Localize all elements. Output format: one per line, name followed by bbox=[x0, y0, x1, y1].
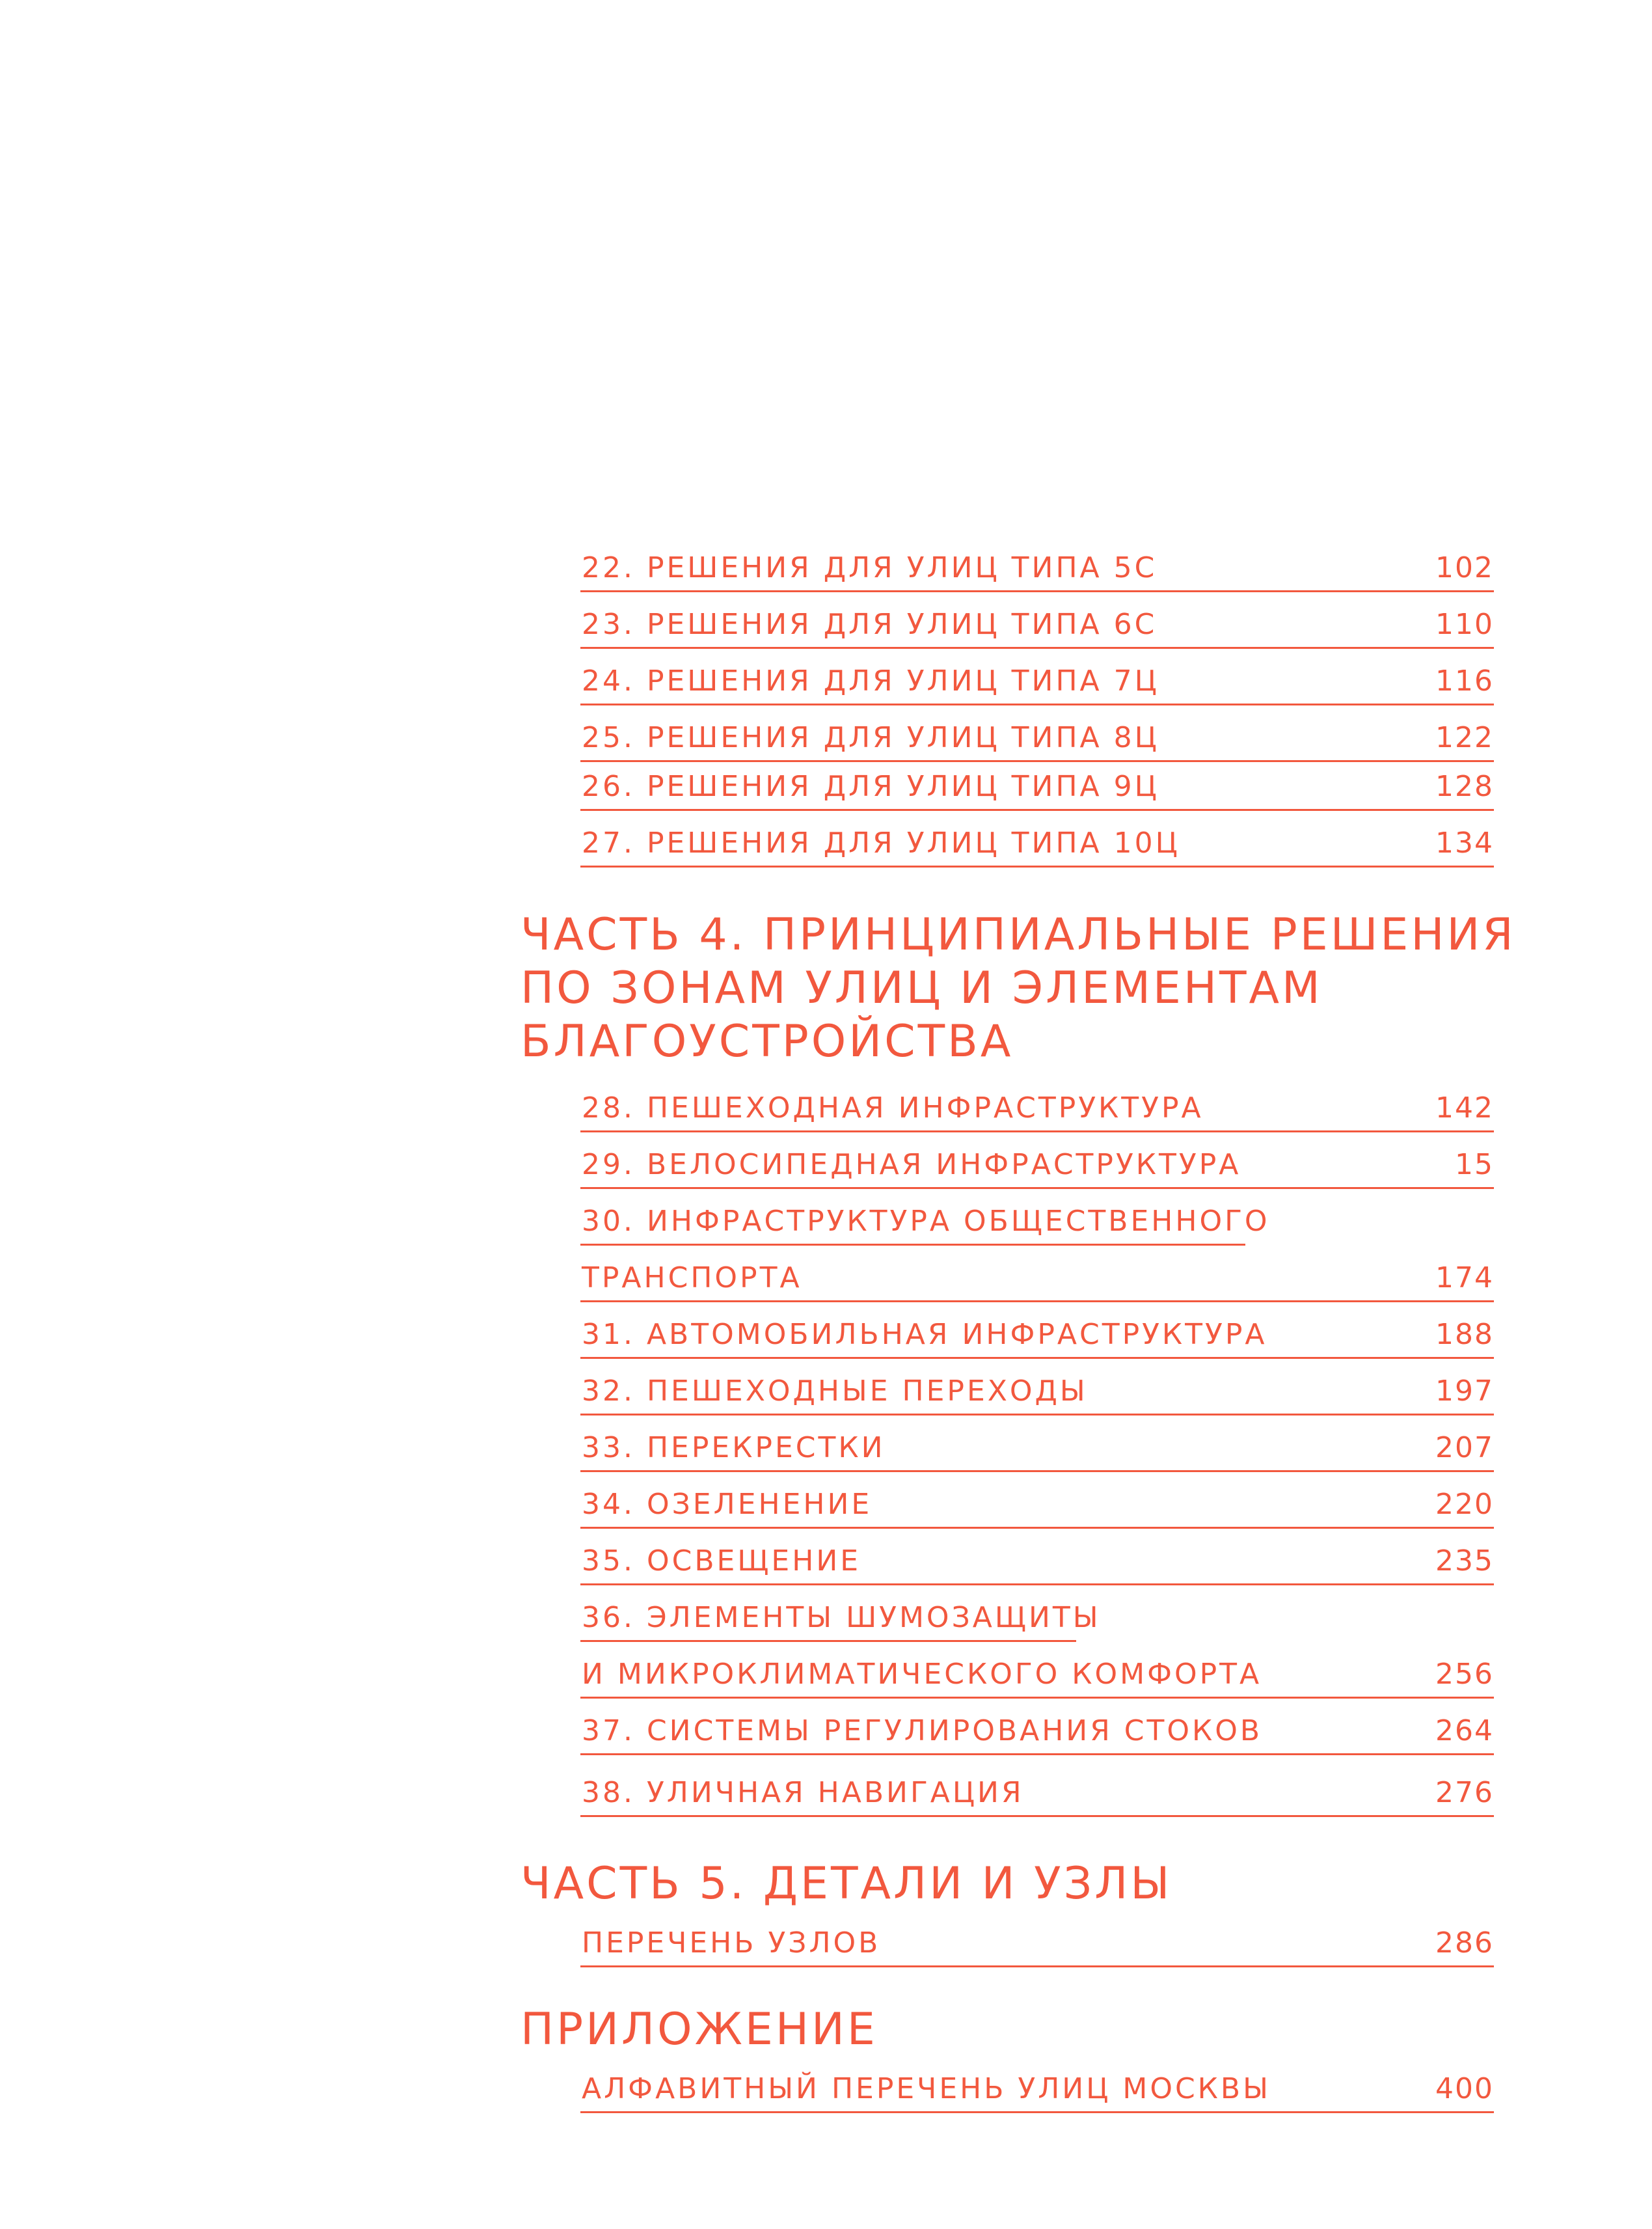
toc-entry[interactable] bbox=[580, 1473, 1494, 1529]
toc-entry-label: 38. УЛИЧНАЯ НАВИГАЦИЯ bbox=[582, 1776, 1024, 1809]
toc-entry[interactable] bbox=[580, 1360, 1494, 1415]
toc-entry-page: 235 bbox=[1435, 1544, 1494, 1578]
toc-entry[interactable] bbox=[580, 1303, 1494, 1359]
appendix-heading: ПРИЛОЖЕНИЕ bbox=[521, 2004, 878, 2055]
toc-entry[interactable] bbox=[580, 1761, 1494, 1817]
toc-entry[interactable] bbox=[580, 2057, 1494, 2113]
toc-entry[interactable] bbox=[580, 706, 1494, 762]
toc-entry[interactable] bbox=[580, 1076, 1494, 1132]
toc-entry-page: 400 bbox=[1435, 2072, 1494, 2105]
part4-heading-line: ПО ЗОНАМ УЛИЦ И ЭЛЕМЕНТАМ bbox=[521, 963, 1323, 1014]
part4-heading-line: БЛАГОУСТРОЙСТВА bbox=[521, 1016, 1014, 1067]
toc-entry-line1[interactable] bbox=[580, 1586, 1101, 1642]
toc-entry-label: И МИКРОКЛИМАТИЧЕСКОГО КОМФОРТА bbox=[582, 1658, 1262, 1691]
toc-entry-label: 27. РЕШЕНИЯ ДЛЯ УЛИЦ ТИПА 10Ц bbox=[582, 827, 1180, 860]
toc-entry[interactable] bbox=[580, 536, 1494, 592]
toc-entry-page: 110 bbox=[1435, 608, 1494, 641]
toc-entry-line1[interactable] bbox=[580, 1190, 1270, 1246]
toc-entry[interactable] bbox=[580, 650, 1494, 705]
toc-entry-page: 174 bbox=[1435, 1261, 1494, 1294]
toc-entry-label: 34. ОЗЕЛЕНЕНИЕ bbox=[582, 1488, 873, 1521]
toc-entry-page: 276 bbox=[1435, 1776, 1494, 1809]
toc-entry-label: 31. АВТОМОБИЛЬНАЯ ИНФРАСТРУКТУРА bbox=[582, 1318, 1267, 1351]
part4-heading-line: ЧАСТЬ 4. ПРИНЦИПИАЛЬНЫЕ РЕШЕНИЯ bbox=[521, 909, 1516, 961]
toc-entry[interactable] bbox=[580, 1133, 1494, 1189]
toc-entry[interactable] bbox=[580, 593, 1494, 649]
toc-entry-page: 128 bbox=[1435, 770, 1494, 803]
toc-entry[interactable] bbox=[580, 1529, 1494, 1585]
toc-entry-label: ПЕРЕЧЕНЬ УЗЛОВ bbox=[582, 1926, 881, 1960]
toc-entry[interactable] bbox=[580, 812, 1494, 868]
toc-entry[interactable] bbox=[580, 1246, 1494, 1302]
toc-entry-page: 197 bbox=[1435, 1374, 1494, 1408]
toc-entry[interactable] bbox=[580, 1699, 1494, 1755]
toc-entry-page: 286 bbox=[1435, 1926, 1494, 1960]
toc-entry-page: 256 bbox=[1435, 1658, 1494, 1691]
toc-entry-page: 122 bbox=[1435, 721, 1494, 754]
toc-entry-label: 26. РЕШЕНИЯ ДЛЯ УЛИЦ ТИПА 9Ц bbox=[582, 770, 1159, 803]
toc-entry-page: 220 bbox=[1435, 1488, 1494, 1521]
toc-entry-page: 15 bbox=[1455, 1148, 1494, 1181]
toc-entry-label: 30. ИНФРАСТРУКТУРА ОБЩЕСТВЕННОГО bbox=[582, 1205, 1270, 1238]
toc-entry-label: 35. ОСВЕЩЕНИЕ bbox=[582, 1544, 861, 1578]
toc-entry-page: 134 bbox=[1435, 827, 1494, 860]
toc-entry-label: 36. ЭЛЕМЕНТЫ ШУМОЗАЩИТЫ bbox=[582, 1601, 1101, 1634]
toc-entry-page: 102 bbox=[1435, 551, 1494, 584]
toc-entry-label: 29. ВЕЛОСИПЕДНАЯ ИНФРАСТРУКТУРА bbox=[582, 1148, 1241, 1181]
part5-heading: ЧАСТЬ 5. ДЕТАЛИ И УЗЛЫ bbox=[521, 1858, 1172, 1909]
toc-entry-page: 188 bbox=[1435, 1318, 1494, 1351]
toc-entry-label: 37. СИСТЕМЫ РЕГУЛИРОВАНИЯ СТОКОВ bbox=[582, 1714, 1263, 1747]
toc-entry-label: 32. ПЕШЕХОДНЫЕ ПЕРЕХОДЫ bbox=[582, 1374, 1088, 1408]
toc-entry-label: 24. РЕШЕНИЯ ДЛЯ УЛИЦ ТИПА 7Ц bbox=[582, 664, 1159, 698]
toc-entry[interactable] bbox=[580, 1643, 1494, 1699]
toc-entry-label: 25. РЕШЕНИЯ ДЛЯ УЛИЦ ТИПА 8Ц bbox=[582, 721, 1159, 754]
toc-entry-label: 28. ПЕШЕХОДНАЯ ИНФРАСТРУКТУРА bbox=[582, 1091, 1204, 1125]
toc-entry[interactable] bbox=[580, 1911, 1494, 1967]
part4-heading bbox=[521, 909, 1516, 1069]
toc-entry-page: 264 bbox=[1435, 1714, 1494, 1747]
toc-entry-page: 207 bbox=[1435, 1431, 1494, 1464]
toc-entry-label: ТРАНСПОРТА bbox=[582, 1261, 802, 1294]
toc-entry-label: АЛФАВИТНЫЙ ПЕРЕЧЕНЬ УЛИЦ МОСКВЫ bbox=[582, 2072, 1271, 2105]
toc-entry-label: 33. ПЕРЕКРЕСТКИ bbox=[582, 1431, 886, 1464]
toc-entry-page: 142 bbox=[1435, 1091, 1494, 1125]
toc-entry-page: 116 bbox=[1435, 664, 1494, 698]
toc-entry[interactable] bbox=[580, 1416, 1494, 1472]
toc-entry-label: 23. РЕШЕНИЯ ДЛЯ УЛИЦ ТИПА 6С bbox=[582, 608, 1158, 641]
toc-entry[interactable] bbox=[580, 755, 1494, 811]
toc-entry-label: 22. РЕШЕНИЯ ДЛЯ УЛИЦ ТИПА 5С bbox=[582, 551, 1158, 584]
